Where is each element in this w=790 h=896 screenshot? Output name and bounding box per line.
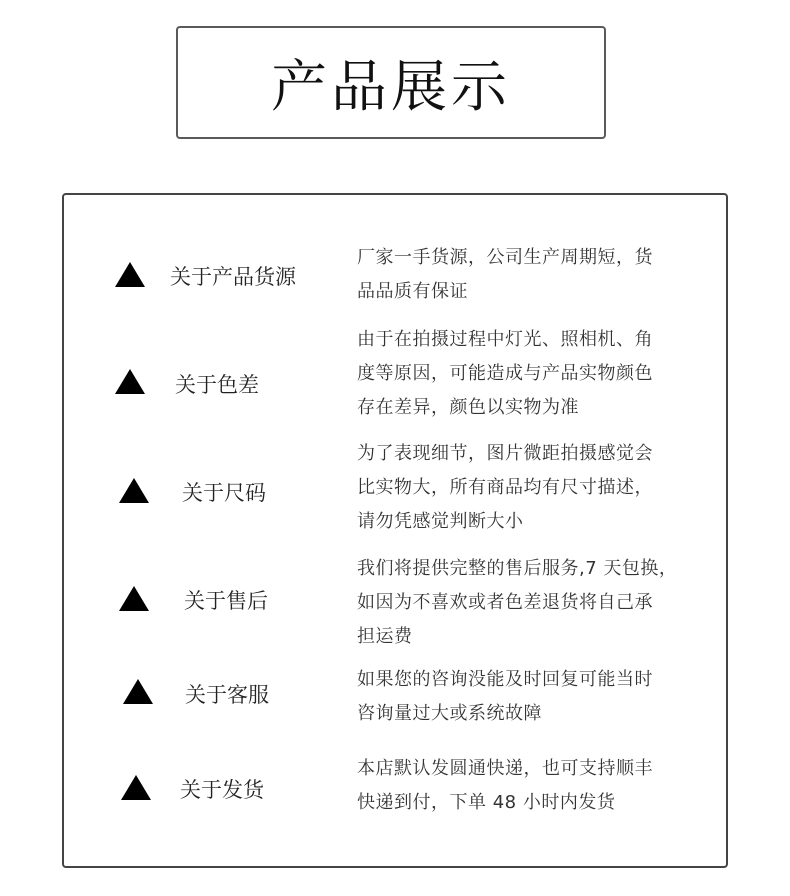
item-label: 关于色差 [175,373,259,397]
info-panel [62,193,728,868]
triangle-bullet-icon [115,369,145,394]
triangle-bullet-icon [115,262,145,287]
title-box [176,26,606,139]
item-label: 关于发货 [180,778,264,802]
triangle-bullet-icon [121,775,151,800]
triangle-bullet-icon [119,478,149,503]
item-label: 关于售后 [184,589,268,613]
triangle-bullet-icon [119,586,149,611]
item-description: 为了表现细节，图片微距拍摄感觉会 比实物大，所有商品均有尺寸描述， 请勿凭感觉判断大小 [357,443,653,532]
triangle-bullet-icon [123,679,153,704]
item-description: 我们将提供完整的售后服务,7 天包换， 如因为不喜欢或者色差退货将自己承 担运费 [357,558,678,647]
item-label: 关于客服 [185,683,269,707]
item-description: 本店默认发圆通快递，也可支持顺丰 快递到付，下单 48 小时内发货 [357,758,653,813]
item-label: 关于尺码 [182,481,266,505]
item-description: 由于在拍摄过程中灯光、照相机、角 度等原因，可能造成与产品实物颜色 存在差异，颜色以实物为准 [357,329,653,418]
item-description: 厂家一手货源，公司生产周期短，货 品品质有保证 [357,247,653,302]
item-label: 关于产品货源 [170,265,296,289]
page-title: 产品展示 [271,54,511,120]
item-description: 如果您的咨询没能及时回复可能当时 咨询量过大或系统故障 [357,669,653,724]
